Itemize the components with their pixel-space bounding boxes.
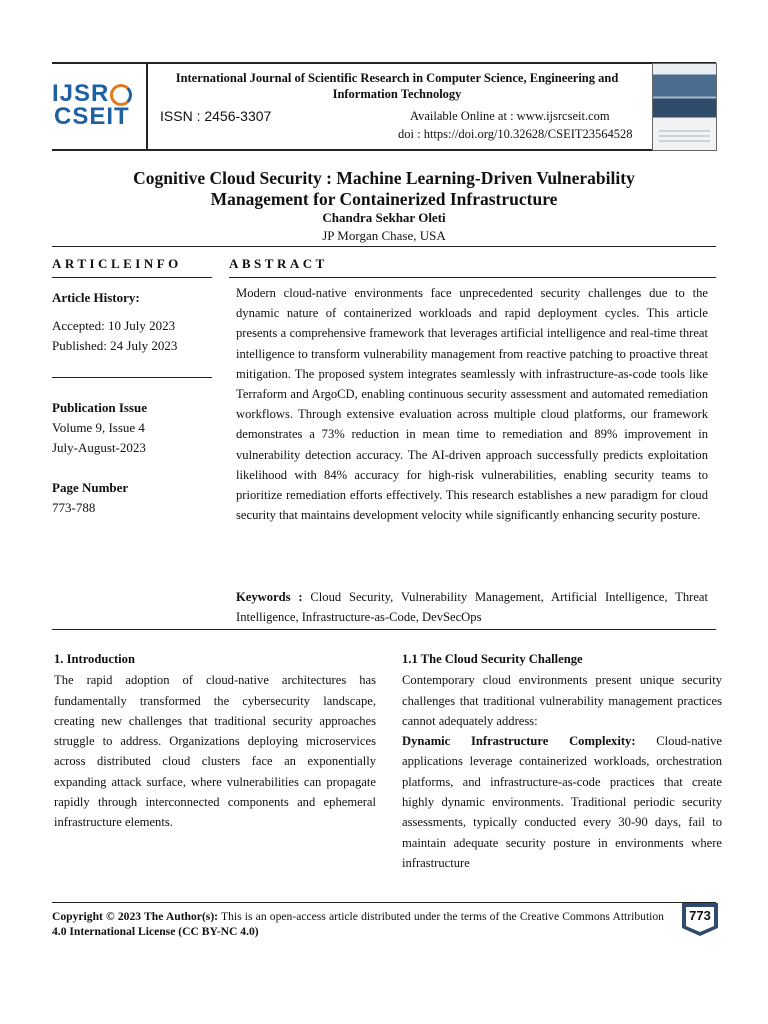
copyright-text: This is an open-access article distributed under the terms of the Creative Commons Attribution xyxy=(218,910,664,923)
copyright-label: Copyright © 2023 The Author(s): xyxy=(52,910,219,923)
header-top-rule xyxy=(52,62,716,64)
page-number: 773 xyxy=(689,908,711,923)
paper-title xyxy=(60,168,708,210)
logo-line-1: IJSR xyxy=(52,80,110,107)
author-affiliation: JP Morgan Chase, USA xyxy=(322,228,446,243)
journal-logo xyxy=(52,80,134,130)
body-left-column xyxy=(54,649,376,833)
copyright-notice xyxy=(52,909,664,939)
page-range: 773-788 xyxy=(52,500,96,515)
keywords xyxy=(236,587,708,627)
article-info-rule xyxy=(52,277,212,278)
license-name: 4.0 International License (CC BY-NC 4.0) xyxy=(52,925,259,938)
abstract-bottom-rule xyxy=(52,629,716,630)
dynamic-infrastructure-text: Cloud-native applications leverage containerized workloads, orchestration platforms, and infrastructure-as-code practices that create highly dynamic environments. Traditional periodic security assessments, typically conducted every 30-90 days, fail to maintain adequate security posture in environments where infrastructure xyxy=(402,734,722,870)
header-divider xyxy=(146,62,148,150)
keywords-list: Cloud Security, Vulnerability Management, Artificial Intelligence, Threat Intelligence, Infrastructure-as-Code, DevSecOps xyxy=(236,590,708,625)
abstract-heading: ABSTRACT xyxy=(229,256,328,271)
dynamic-infrastructure-paragraph xyxy=(402,731,722,873)
page-number-label: Page Number xyxy=(52,480,129,495)
issn: ISSN : 2456-3307 xyxy=(160,108,272,124)
dynamic-infrastructure-label: Dynamic Infrastructure Complexity: xyxy=(402,734,636,749)
title-line-1: Cognitive Cloud Security : Machine Learning-Driven Vulnerability xyxy=(133,168,635,188)
publication-issue-label: Publication Issue xyxy=(52,400,147,415)
article-history-label: Article History: xyxy=(52,290,140,305)
journal-name: International Journal of Scientific Research in Computer Science, Engineering and Information Technology xyxy=(175,71,619,101)
page-number-badge xyxy=(680,901,720,937)
title-rule xyxy=(52,246,716,247)
body-right-column xyxy=(402,649,722,873)
volume-issue: Volume 9, Issue 4 xyxy=(52,420,145,435)
introduction-heading: 1. Introduction xyxy=(54,652,135,666)
journal-cover-image xyxy=(652,63,717,151)
section-1-1-paragraph: Contemporary cloud environments present unique security challenges that traditional vulnerability management practices cannot adequately address: xyxy=(402,673,722,728)
author-name: Chandra Sekhar Oleti xyxy=(322,210,446,225)
article-info-panel xyxy=(52,282,212,356)
abstract-text: Modern cloud-native environments face unprecedented security challenges due to the dynamic nature of containerized workloads and rapid deployment cycles. This article presents a comprehensive framework that leverages artificial intelligence and real-time threat intelligence to transform vulnerability management from reactive patching to proactive threat mitigation. The proposed system integrates seamlessly with infrastructure-as-code tools like Terraform and ArgoCD, enabling continuous security assessment and automated remediation workflows. Through extensive evaluation across multiple cloud platforms, our framework demonstrates a 73% reduction in mean time to remediation and 89% improvement in vulnerability detection accuracy. The AI-driven approach successfully predicts exploitation likelihood with 84% accuracy for high-risk vulnerabilities, enabling security teams to prioritize remediation efforts effectively. This research establishes a new paradigm for cloud security that maintains development velocity while significantly enhancing security posture. xyxy=(236,286,708,523)
accepted-date: Accepted: 10 July 2023 xyxy=(52,318,176,333)
publication-issue-panel xyxy=(52,398,212,518)
keywords-label: Keywords : xyxy=(236,590,303,604)
footer-rule xyxy=(52,902,716,903)
published-date: Published: 24 July 2023 xyxy=(52,338,178,353)
article-history-rule xyxy=(52,377,212,378)
logo-line-2: CSEIT xyxy=(54,103,130,130)
article-info-heading: ARTICLEINFO xyxy=(52,256,182,271)
abstract-rule xyxy=(229,277,716,278)
introduction-paragraph: The rapid adoption of cloud-native architectures has fundamentally transformed the cybersecurity landscape, creating new challenges that traditional security approaches struggle to address. Organizations deploying microservices across distributed cloud clusters face an exponentially expanding attack surface, where vulnerabilities can propagate rapidly through interconnected components and ephemeral infrastructure elements. xyxy=(54,673,376,830)
doi-link[interactable]: doi : https://doi.org/10.32628/CSEIT23564528 xyxy=(398,127,633,141)
issue-period: July-August-2023 xyxy=(52,440,146,455)
header-bottom-rule xyxy=(52,149,716,151)
title-line-2: Management for Containerized Infrastructure xyxy=(210,189,558,209)
section-1-1-heading: 1.1 The Cloud Security Challenge xyxy=(402,652,583,666)
available-online[interactable]: Available Online at : www.ijsrcseit.com xyxy=(410,109,610,123)
